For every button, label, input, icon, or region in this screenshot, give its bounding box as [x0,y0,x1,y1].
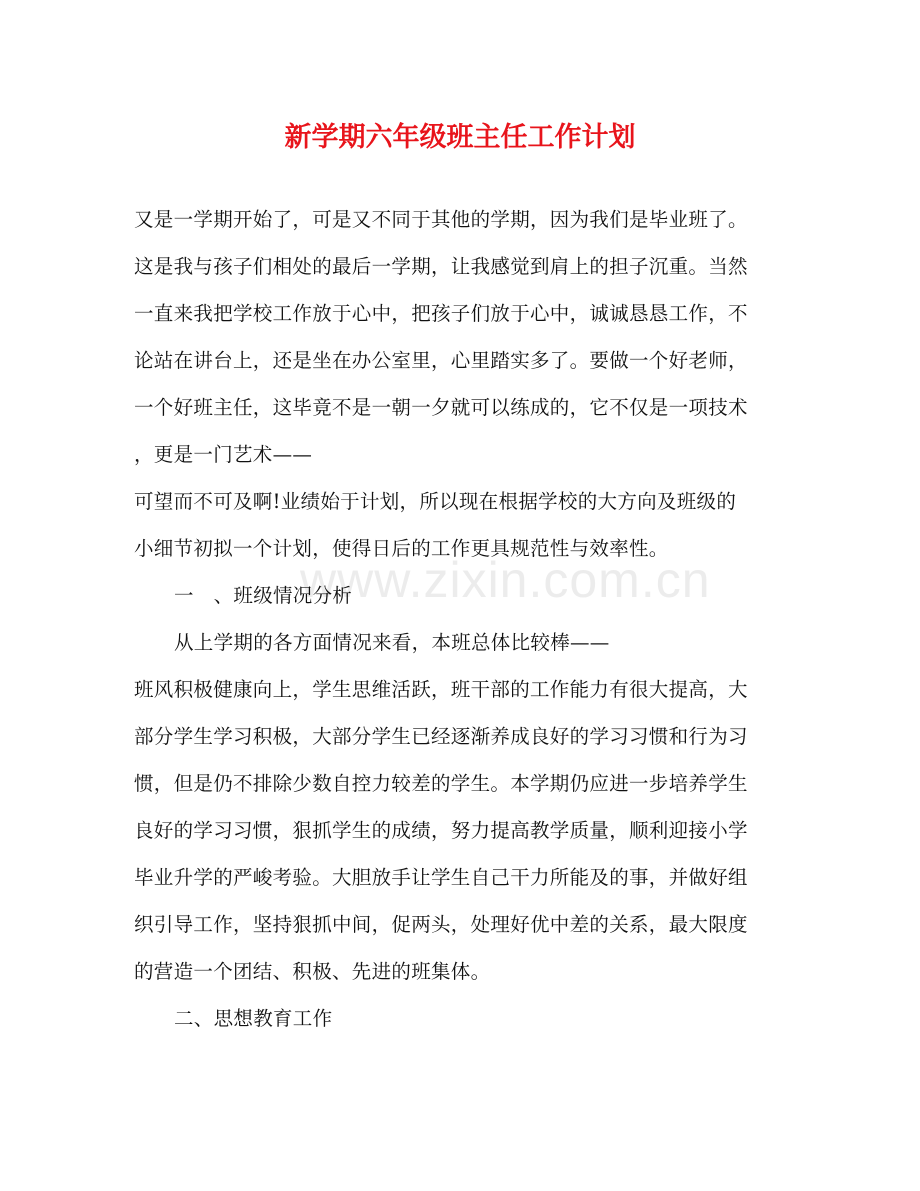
paragraph-line: 良好的学习习惯，狠抓学生的成绩，努力提高教学质量，顺利迎接小学 [134,819,748,842]
paragraph-line: 一直来我把学校工作放于心中，把孩子们放于心中，诚诚恳恳工作，不 [134,302,748,325]
paragraph-line: 班风积极健康向上，学生思维活跃，班干部的工作能力有很大提高，大 [134,678,748,701]
watermark: www.zixin.com.cn [300,552,711,608]
paragraph-line: 小细节初拟一个计划，使得日后的工作更具规范性与效率性。 [134,537,669,560]
paragraph-line: 从上学期的各方面情况来看，本班总体比较棒—— [174,631,610,654]
paragraph-line: 惯，但是仍不排除少数自控力较差的学生。本学期仍应进一步培养学生 [134,772,748,795]
paragraph-line: 部分学生学习积极，大部分学生已经逐渐养成良好的学习习惯和行为习 [134,725,748,748]
paragraph-line: 可望而不可及啊!业绩始于计划，所以现在根据学校的大方向及班级的 [134,490,737,513]
section-heading: 一 、班级情况分析 [174,584,353,607]
paragraph-line: 织引导工作，坚持狠抓中间，促两头，处理好优中差的关系，最大限度 [134,913,748,936]
section-heading: 二、思想教育工作 [174,1007,333,1030]
paragraph-line: 的营造一个团结、积极、先进的班集体。 [134,960,491,983]
paragraph-line: 又是一学期开始了，可是又不同于其他的学期，因为我们是毕业班了。 [134,208,748,231]
paragraph-line: ，更是一门艺术—— [134,443,313,466]
paragraph-line: 论站在讲台上，还是坐在办公室里，心里踏实多了。要做一个好老师， [134,349,748,372]
paragraph-line: 毕业升学的严峻考验。大胆放手让学生自己干力所能及的事，并做好组 [134,866,748,889]
document-body [134,196,794,1042]
paragraph-line: 这是我与孩子们相处的最后一学期，让我感觉到肩上的担子沉重。当然 [134,255,748,278]
paragraph-line: 一个好班主任，这毕竟不是一朝一夕就可以练成的，它不仅是一项技术 [134,396,748,419]
document-title: 新学期六年级班主任工作计划 [284,122,636,153]
